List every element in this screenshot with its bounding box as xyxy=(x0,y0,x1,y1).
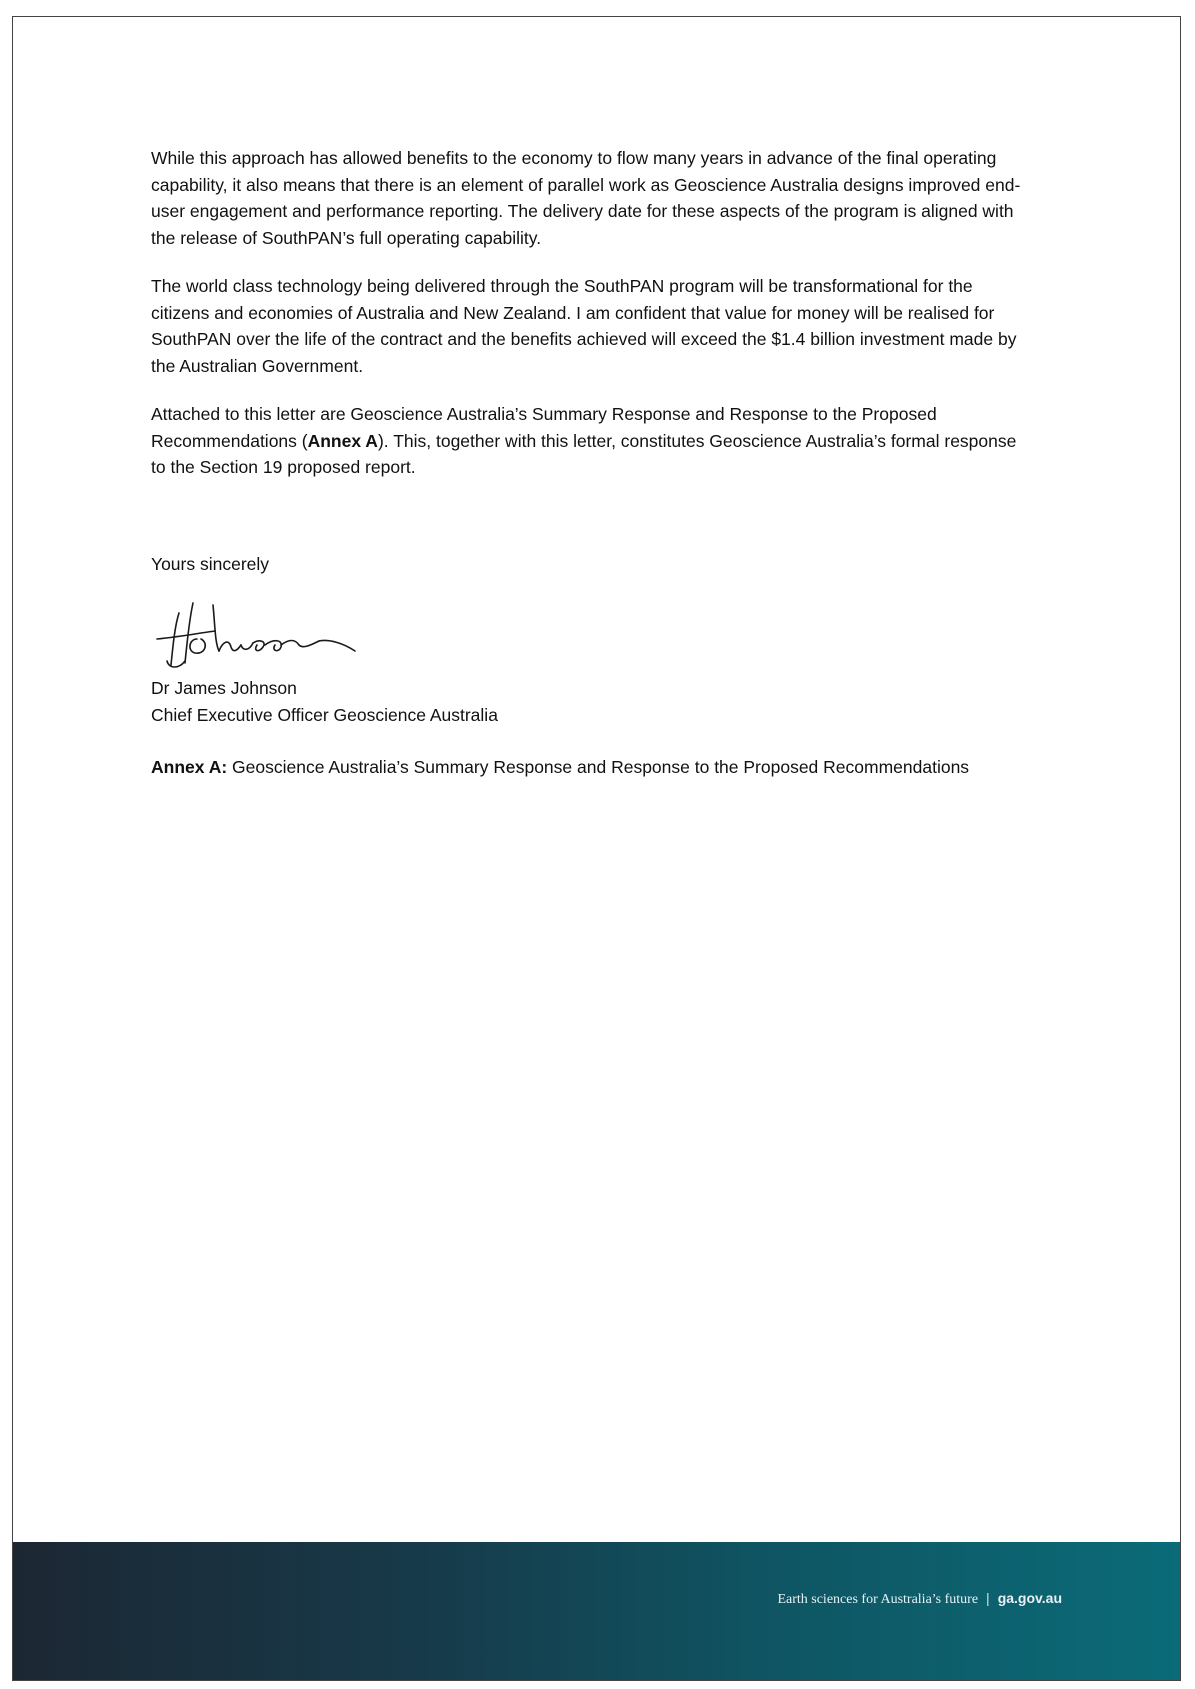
annex-description: Geoscience Australia’s Summary Response and Response to the Proposed Recommendations xyxy=(227,757,970,777)
footer-tagline: Earth sciences for Australia’s future xyxy=(777,1592,979,1607)
signatory-title: Chief Executive Officer Geoscience Australia xyxy=(151,704,498,725)
footer-band xyxy=(13,1542,1180,1680)
handwritten-signature xyxy=(149,595,369,675)
footer-text xyxy=(777,1590,1062,1608)
letter-page xyxy=(12,16,1181,1681)
paragraph-world-class-technology: The world class technology being delivered through the SouthPAN program will be transformational for the citizens and economies of Australia and New Zealand. I am confident that value for money will be realised for SouthPAN over the life of the contract and the benefits achieved will exceed the $1.4 billion investment made by the Australian Government. xyxy=(151,276,1017,376)
signatory-name: Dr James Johnson xyxy=(151,678,297,698)
closing-salutation: Yours sincerely xyxy=(151,553,270,574)
paragraph-attached xyxy=(151,401,1021,481)
paragraph-parallel-work: While this approach has allowed benefits to the economy to flow many years in advance of the final operating capability, it also means that there is an element of parallel work as Geoscience Australia designs improved end-user engagement and performance reporting. The delivery date for these aspects of the program is aligned with the release of SouthPAN’s full operating capability. xyxy=(151,148,1021,248)
attached-text-after: ). This, together with this letter, constitutes Geoscience Australia’s formal response to the Section 19 proposed report. xyxy=(151,430,1017,477)
footer-separator: | xyxy=(986,1590,990,1606)
letter-body xyxy=(151,145,1021,781)
annex-label: Annex A: xyxy=(151,757,228,777)
annex-reference xyxy=(151,754,1021,781)
attached-annex-label: Annex A xyxy=(307,430,378,451)
attached-text-before: Attached to this letter are Geoscience Australia’s Summary Response and Response to the Proposed Recommendations ( xyxy=(151,404,937,451)
footer-website-link[interactable]: ga.gov.au xyxy=(997,1590,1062,1606)
